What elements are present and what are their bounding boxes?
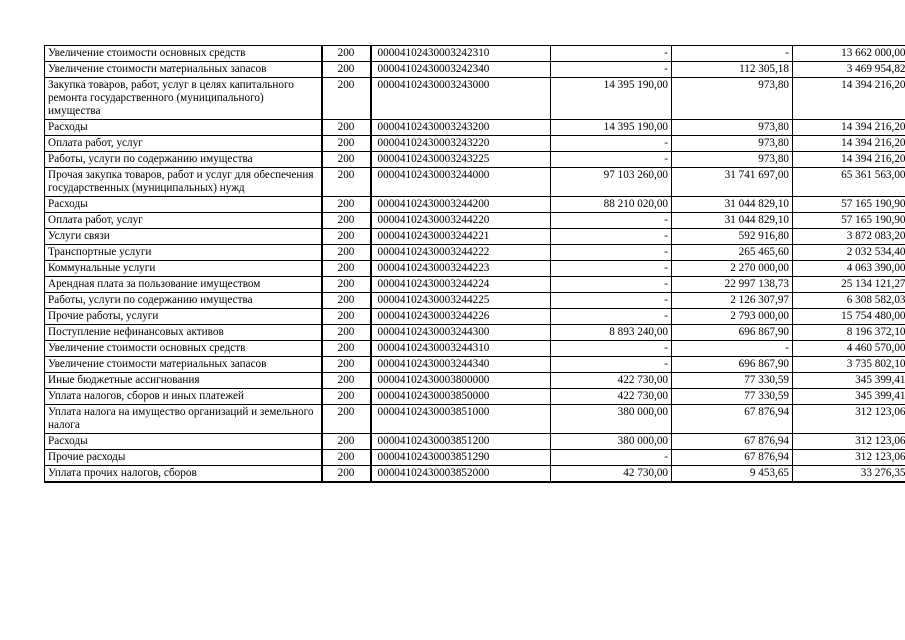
row-plan-cell: 88 210 020,00 [551, 197, 672, 213]
row-name-cell: Иные бюджетные ассигнования [45, 373, 322, 389]
row-name-cell: Увеличение стоимости материальных запасов [45, 62, 322, 78]
row-code-cell: 200 [322, 405, 371, 434]
row-plan-cell: 14 395 190,00 [551, 120, 672, 136]
row-code-cell: 200 [322, 46, 371, 62]
row-plan-cell: 8 893 240,00 [551, 325, 672, 341]
row-kbk-cell: 00004102430003243200 [371, 120, 551, 136]
row-rest-cell: 4 063 390,00 [793, 261, 905, 277]
row-plan-cell: - [551, 261, 672, 277]
row-fact-cell: 973,80 [672, 78, 793, 120]
row-kbk-cell: 00004102430003244225 [371, 293, 551, 309]
row-code-cell: 200 [322, 136, 371, 152]
table-row [45, 78, 905, 120]
row-rest-cell: 345 399,41 [793, 373, 905, 389]
row-code-cell: 200 [322, 168, 371, 197]
row-kbk-cell: 00004102430003242310 [371, 46, 551, 62]
row-fact-cell: 31 044 829,10 [672, 197, 793, 213]
row-name-cell: Прочая закупка товаров, работ и услуг для обеспечения государственных (муниципальных) нужд [45, 168, 322, 197]
row-code-cell: 200 [322, 325, 371, 341]
row-plan-cell: 380 000,00 [551, 405, 672, 434]
row-rest-cell: 14 394 216,20 [793, 120, 905, 136]
row-name-cell: Увеличение стоимости основных средств [45, 46, 322, 62]
row-name-cell: Увеличение стоимости материальных запасов [45, 357, 322, 373]
row-fact-cell: 2 270 000,00 [672, 261, 793, 277]
row-code-cell: 200 [322, 261, 371, 277]
row-plan-cell: - [551, 62, 672, 78]
row-plan-cell: - [551, 136, 672, 152]
row-kbk-cell: 00004102430003244310 [371, 341, 551, 357]
row-fact-cell: 2 793 000,00 [672, 309, 793, 325]
table-body [45, 46, 905, 483]
row-rest-cell: 33 276,35 [793, 466, 905, 483]
row-name-cell: Закупка товаров, работ, услуг в целях капитального ремонта государственного (муниципального) имущества [45, 78, 322, 120]
row-code-cell: 200 [322, 120, 371, 136]
row-kbk-cell: 00004102430003850000 [371, 389, 551, 405]
row-kbk-cell: 00004102430003244300 [371, 325, 551, 341]
row-plan-cell: - [551, 152, 672, 168]
row-code-cell: 200 [322, 62, 371, 78]
row-fact-cell: 2 126 307,97 [672, 293, 793, 309]
table-row [45, 197, 905, 213]
row-kbk-cell: 00004102430003244222 [371, 245, 551, 261]
row-name-cell: Уплата налогов, сборов и иных платежей [45, 389, 322, 405]
row-plan-cell: - [551, 245, 672, 261]
row-kbk-cell: 00004102430003244000 [371, 168, 551, 197]
row-kbk-cell: 00004102430003243225 [371, 152, 551, 168]
table-row [45, 434, 905, 450]
row-name-cell: Услуги связи [45, 229, 322, 245]
row-code-cell: 200 [322, 357, 371, 373]
row-name-cell: Расходы [45, 434, 322, 450]
row-rest-cell: 312 123,06 [793, 434, 905, 450]
row-rest-cell: 57 165 190,90 [793, 197, 905, 213]
row-kbk-cell: 00004102430003244220 [371, 213, 551, 229]
row-plan-cell: - [551, 293, 672, 309]
row-rest-cell: 25 134 121,27 [793, 277, 905, 293]
table-row [45, 466, 905, 483]
row-kbk-cell: 00004102430003244226 [371, 309, 551, 325]
row-name-cell: Уплата прочих налогов, сборов [45, 466, 322, 483]
table-row [45, 213, 905, 229]
row-rest-cell: 13 662 000,00 [793, 46, 905, 62]
row-plan-cell: 97 103 260,00 [551, 168, 672, 197]
row-code-cell: 200 [322, 277, 371, 293]
row-rest-cell: 6 308 582,03 [793, 293, 905, 309]
row-rest-cell: 4 460 570,00 [793, 341, 905, 357]
row-kbk-cell: 00004102430003244224 [371, 277, 551, 293]
row-name-cell: Работы, услуги по содержанию имущества [45, 293, 322, 309]
row-fact-cell: 973,80 [672, 152, 793, 168]
table-row [45, 136, 905, 152]
row-code-cell: 200 [322, 293, 371, 309]
row-name-cell: Работы, услуги по содержанию имущества [45, 152, 322, 168]
row-name-cell: Арендная плата за пользование имуществом [45, 277, 322, 293]
table-row [45, 46, 905, 62]
row-rest-cell: 3 469 954,82 [793, 62, 905, 78]
row-code-cell: 200 [322, 197, 371, 213]
row-name-cell: Уплата налога на имущество организаций и земельного налога [45, 405, 322, 434]
row-plan-cell: - [551, 213, 672, 229]
row-name-cell: Расходы [45, 120, 322, 136]
row-fact-cell: 973,80 [672, 120, 793, 136]
row-code-cell: 200 [322, 78, 371, 120]
row-name-cell: Увеличение стоимости основных средств [45, 341, 322, 357]
row-plan-cell: 380 000,00 [551, 434, 672, 450]
budget-execution-table [44, 45, 905, 483]
row-name-cell: Коммунальные услуги [45, 261, 322, 277]
table-row [45, 405, 905, 434]
row-fact-cell: 973,80 [672, 136, 793, 152]
row-fact-cell: 31 741 697,00 [672, 168, 793, 197]
table-row [45, 62, 905, 78]
row-name-cell: Прочие работы, услуги [45, 309, 322, 325]
row-fact-cell: 67 876,94 [672, 405, 793, 434]
row-fact-cell: 696 867,90 [672, 357, 793, 373]
row-kbk-cell: 00004102430003244223 [371, 261, 551, 277]
row-fact-cell: 22 997 138,73 [672, 277, 793, 293]
row-plan-cell: - [551, 46, 672, 62]
row-plan-cell: - [551, 357, 672, 373]
row-fact-cell: 31 044 829,10 [672, 213, 793, 229]
row-code-cell: 200 [322, 466, 371, 483]
row-code-cell: 200 [322, 373, 371, 389]
row-rest-cell: 3 872 083,20 [793, 229, 905, 245]
row-rest-cell: 312 123,06 [793, 450, 905, 466]
row-rest-cell: 57 165 190,90 [793, 213, 905, 229]
row-rest-cell: 2 032 534,40 [793, 245, 905, 261]
table-row [45, 261, 905, 277]
row-plan-cell: - [551, 229, 672, 245]
row-kbk-cell: 00004102430003244221 [371, 229, 551, 245]
table-row [45, 277, 905, 293]
row-fact-cell: 112 305,18 [672, 62, 793, 78]
table-row [45, 450, 905, 466]
row-rest-cell: 14 394 216,20 [793, 152, 905, 168]
row-kbk-cell: 00004102430003851290 [371, 450, 551, 466]
table-row [45, 309, 905, 325]
table-row [45, 357, 905, 373]
row-fact-cell: 77 330,59 [672, 389, 793, 405]
row-fact-cell: 696 867,90 [672, 325, 793, 341]
row-code-cell: 200 [322, 341, 371, 357]
table-row [45, 389, 905, 405]
row-name-cell: Поступление нефинансовых активов [45, 325, 322, 341]
row-plan-cell: 14 395 190,00 [551, 78, 672, 120]
row-plan-cell: 422 730,00 [551, 389, 672, 405]
row-kbk-cell: 00004102430003243000 [371, 78, 551, 120]
table-row [45, 325, 905, 341]
row-kbk-cell: 00004102430003244340 [371, 357, 551, 373]
row-fact-cell: 67 876,94 [672, 450, 793, 466]
table-row [45, 373, 905, 389]
row-plan-cell: 42 730,00 [551, 466, 672, 483]
row-name-cell: Прочие расходы [45, 450, 322, 466]
row-name-cell: Оплата работ, услуг [45, 213, 322, 229]
row-rest-cell: 8 196 372,10 [793, 325, 905, 341]
table-row [45, 293, 905, 309]
row-plan-cell: - [551, 450, 672, 466]
row-code-cell: 200 [322, 152, 371, 168]
table-row [45, 341, 905, 357]
row-kbk-cell: 00004102430003244200 [371, 197, 551, 213]
row-fact-cell: - [672, 341, 793, 357]
row-kbk-cell: 00004102430003242340 [371, 62, 551, 78]
row-rest-cell: 3 735 802,10 [793, 357, 905, 373]
row-code-cell: 200 [322, 245, 371, 261]
row-rest-cell: 14 394 216,20 [793, 136, 905, 152]
row-code-cell: 200 [322, 309, 371, 325]
row-kbk-cell: 00004102430003243220 [371, 136, 551, 152]
row-plan-cell: - [551, 341, 672, 357]
row-rest-cell: 14 394 216,20 [793, 78, 905, 120]
row-fact-cell: 77 330,59 [672, 373, 793, 389]
row-plan-cell: - [551, 277, 672, 293]
row-fact-cell: 265 465,60 [672, 245, 793, 261]
row-code-cell: 200 [322, 450, 371, 466]
row-fact-cell: - [672, 46, 793, 62]
row-rest-cell: 65 361 563,00 [793, 168, 905, 197]
row-code-cell: 200 [322, 389, 371, 405]
row-kbk-cell: 00004102430003851200 [371, 434, 551, 450]
row-name-cell: Транспортные услуги [45, 245, 322, 261]
table-row [45, 120, 905, 136]
row-name-cell: Оплата работ, услуг [45, 136, 322, 152]
row-kbk-cell: 00004102430003852000 [371, 466, 551, 483]
row-code-cell: 200 [322, 229, 371, 245]
row-plan-cell: 422 730,00 [551, 373, 672, 389]
row-fact-cell: 9 453,65 [672, 466, 793, 483]
row-rest-cell: 345 399,41 [793, 389, 905, 405]
table-row [45, 245, 905, 261]
row-code-cell: 200 [322, 213, 371, 229]
row-kbk-cell: 00004102430003800000 [371, 373, 551, 389]
row-rest-cell: 312 123,06 [793, 405, 905, 434]
row-fact-cell: 592 916,80 [672, 229, 793, 245]
table-row [45, 152, 905, 168]
row-name-cell: Расходы [45, 197, 322, 213]
table-row [45, 168, 905, 197]
row-fact-cell: 67 876,94 [672, 434, 793, 450]
row-kbk-cell: 00004102430003851000 [371, 405, 551, 434]
table-row [45, 229, 905, 245]
row-plan-cell: - [551, 309, 672, 325]
row-code-cell: 200 [322, 434, 371, 450]
row-rest-cell: 15 754 480,00 [793, 309, 905, 325]
